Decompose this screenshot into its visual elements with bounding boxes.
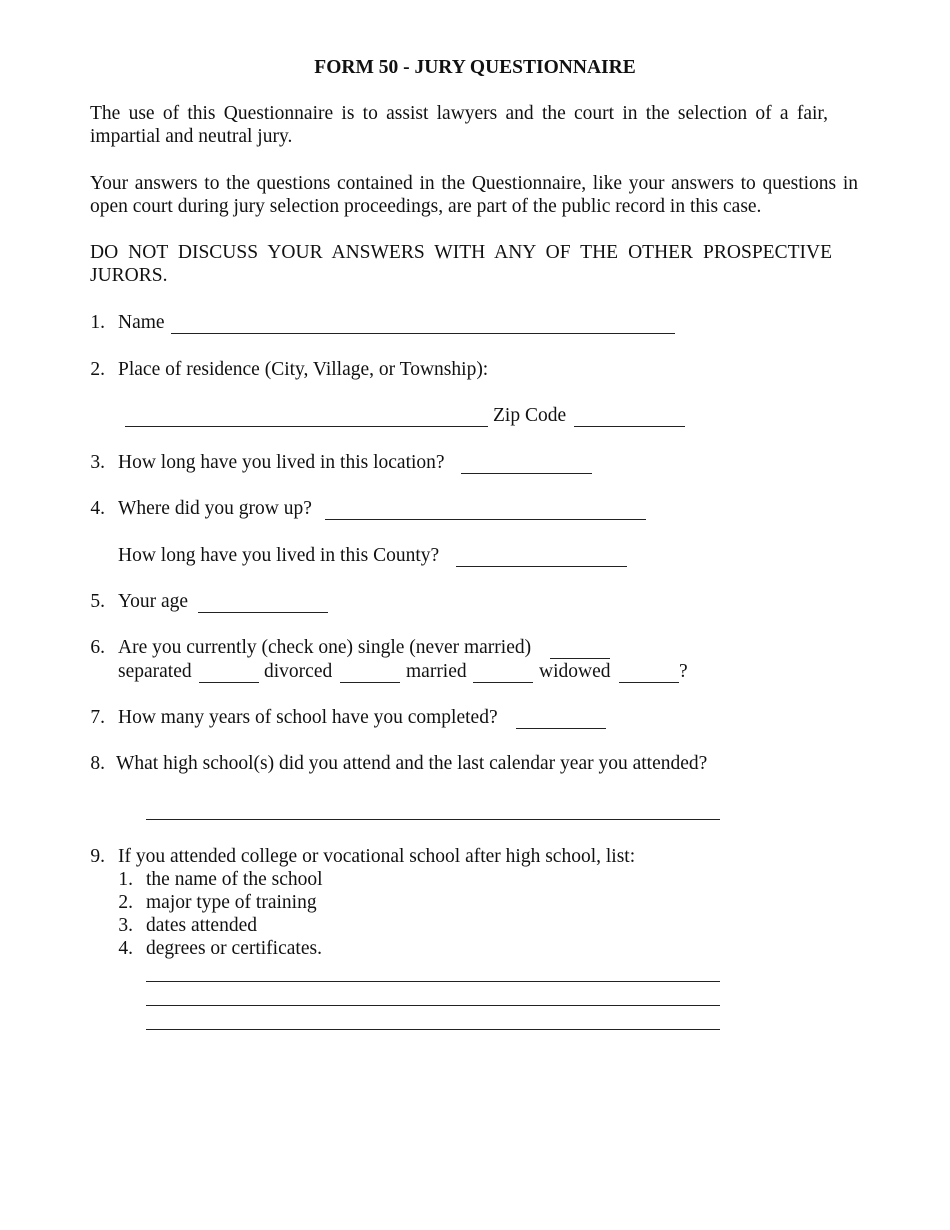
separated-label: separated — [118, 661, 192, 682]
question-number-8: 8. — [90, 753, 105, 774]
county-duration-field[interactable] — [456, 566, 627, 567]
college-answer-line-3[interactable] — [146, 1029, 720, 1030]
sub-item-number: 1. — [118, 869, 133, 890]
question-2-label: Place of residence (City, Village, or Township): — [118, 359, 489, 380]
warning-line-1: DO NOT DISCUSS YOUR ANSWERS WITH ANY OF THE OTHER PROSPECTIVE — [90, 242, 832, 263]
widowed-label: widowed — [539, 661, 611, 682]
question-number-1: 1. — [90, 312, 105, 333]
residence-field[interactable] — [125, 426, 488, 427]
grew-up-field[interactable] — [325, 519, 646, 520]
question-6-label: Are you currently (check one) single (never married) — [118, 637, 532, 658]
form-title: FORM 50 - JURY QUESTIONNAIRE — [314, 57, 636, 78]
question-4-sub-label: How long have you lived in this County? — [118, 545, 440, 566]
divorced-checkbox-field[interactable] — [340, 682, 400, 683]
high-school-field[interactable] — [146, 819, 720, 820]
question-number-2: 2. — [90, 359, 105, 380]
question-5-label: Your age — [118, 591, 189, 612]
married-checkbox-field[interactable] — [473, 682, 533, 683]
widowed-checkbox-field[interactable] — [619, 682, 679, 683]
zip-code-label: Zip Code — [493, 405, 567, 426]
question-number-3: 3. — [90, 452, 105, 473]
sub-item-label: the name of the school — [146, 869, 323, 890]
sub-item-number: 4. — [118, 938, 133, 959]
question-4-label: Where did you grow up? — [118, 498, 312, 519]
question-7-label: How many years of school have you completed? — [118, 707, 498, 728]
single-checkbox-field[interactable] — [550, 658, 610, 659]
sub-item-number: 2. — [118, 892, 133, 913]
sub-item-label: degrees or certificates. — [146, 938, 322, 959]
married-label: married — [406, 661, 467, 682]
zip-code-field[interactable] — [574, 426, 685, 427]
intro-paragraph-line-1: The use of this Questionnaire is to assist lawyers and the court in the selection of a fair, — [90, 103, 828, 124]
question-number-6: 6. — [90, 637, 105, 658]
college-answer-line-1[interactable] — [146, 981, 720, 982]
name-field[interactable] — [171, 333, 675, 334]
college-answer-line-2[interactable] — [146, 1005, 720, 1006]
question-number-7: 7. — [90, 707, 105, 728]
divorced-label: divorced — [264, 661, 333, 682]
sub-item-number: 3. — [118, 915, 133, 936]
location-duration-field[interactable] — [461, 473, 592, 474]
question-6-end: ? — [679, 661, 688, 682]
school-years-field[interactable] — [516, 728, 606, 729]
question-3-label: How long have you lived in this location? — [118, 452, 445, 473]
question-number-5: 5. — [90, 591, 105, 612]
sub-item-label: dates attended — [146, 915, 257, 936]
question-number-4: 4. — [90, 498, 105, 519]
warning-line-2: JURORS. — [90, 265, 168, 286]
question-8-label: What high school(s) did you attend and the last calendar year you attended? — [116, 753, 708, 774]
separated-checkbox-field[interactable] — [199, 682, 259, 683]
age-field[interactable] — [198, 612, 328, 613]
question-9-label: If you attended college or vocational school after high school, list: — [118, 846, 636, 867]
question-1-label: Name — [118, 312, 165, 333]
sub-item-label: major type of training — [146, 892, 317, 913]
public-record-line-2: open court during jury selection proceedings, are part of the public record in this case. — [90, 196, 762, 217]
question-number-9: 9. — [90, 846, 105, 867]
public-record-line-1: Your answers to the questions contained in the Questionnaire, like your answers to questions in — [90, 173, 858, 194]
intro-paragraph-line-2: impartial and neutral jury. — [90, 126, 293, 147]
